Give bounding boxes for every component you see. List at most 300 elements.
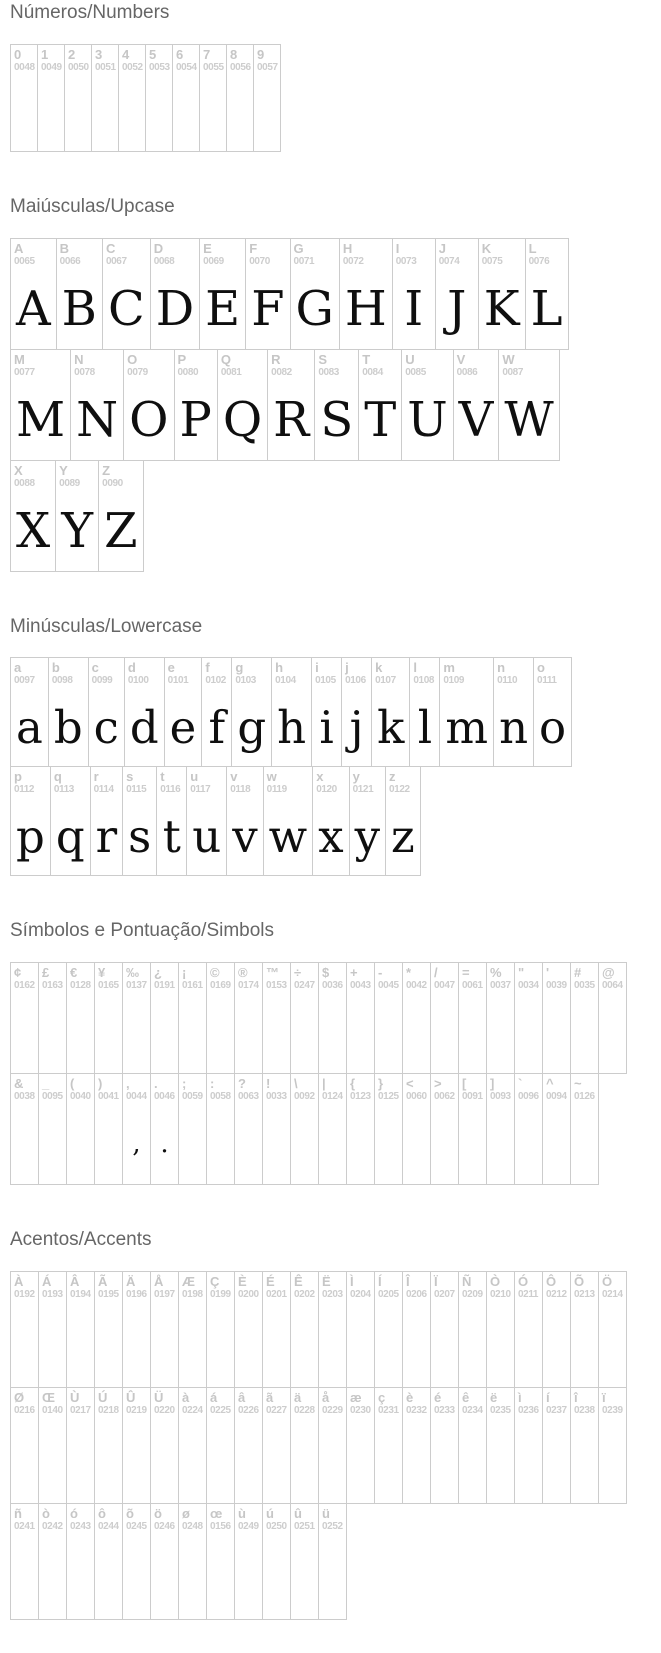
cell-code-label: 0118 (230, 784, 251, 796)
glyph-cell (570, 1073, 599, 1185)
cell-head (119, 45, 145, 75)
cell-head (179, 1504, 206, 1534)
cell-char-label: N (74, 351, 84, 367)
cell-glyph (375, 1302, 402, 1387)
cell-glyph (291, 1534, 318, 1619)
cell-head (272, 658, 311, 688)
glyph-cell (145, 44, 173, 152)
cell-char-label: ! (266, 1076, 271, 1092)
glyph-cell (374, 962, 403, 1074)
cell-glyph: B (61, 280, 97, 337)
cell-char-label: U (405, 351, 415, 367)
cell-head (347, 963, 374, 993)
cell-code-label: 0044 (126, 1091, 147, 1103)
cell-glyph: , (132, 1129, 141, 1160)
cell-head (515, 963, 542, 993)
cell-code-label: 0194 (70, 1288, 91, 1300)
cell-code-label: 0220 (154, 1404, 175, 1416)
cell-head (402, 350, 452, 380)
glyph-row (10, 766, 420, 876)
glyph-cell (178, 1073, 207, 1185)
cell-char-label: M (14, 351, 25, 367)
glyph-cell (206, 1387, 235, 1504)
glyph-cell (186, 766, 227, 876)
cell-char-label: 1 (41, 46, 49, 62)
cell-code-label: 0075 (481, 255, 503, 267)
cell-code-label: 0108 (413, 675, 435, 687)
cell-char-label: ¢ (14, 965, 22, 981)
cell-head (67, 1074, 94, 1104)
cell-code-label: 0209 (462, 1288, 483, 1300)
cell-char-label: à (182, 1389, 190, 1405)
cell-head (179, 1074, 206, 1104)
cell-head (218, 350, 267, 380)
cell-char-label: ù (238, 1505, 246, 1521)
cell-glyph (599, 1418, 626, 1503)
cell-code-label: 0231 (378, 1404, 399, 1416)
cell-glyph (263, 993, 290, 1073)
cell-code-label: 0122 (389, 784, 410, 796)
glyph-cell (267, 349, 315, 461)
cell-code-label: 0061 (462, 980, 483, 992)
cell-char-label: _ (42, 1076, 50, 1092)
cell-code-label: 0203 (322, 1288, 343, 1300)
cell-code-label: 0234 (462, 1404, 483, 1416)
cell-code-label: 0100 (127, 675, 149, 687)
cell-head (11, 1074, 38, 1104)
cell-char-label: Z (102, 462, 111, 478)
cell-head (431, 963, 458, 993)
cell-code-label: 0230 (350, 1404, 371, 1416)
cell-code-label: 0212 (546, 1288, 567, 1300)
cell-glyph (515, 993, 542, 1073)
cell-code-label: 0109 (443, 675, 465, 687)
cell-code-label: 0037 (490, 980, 511, 992)
cell-char-label: ' (546, 965, 550, 981)
cell-glyph (571, 993, 598, 1073)
cell-char-label: ì (518, 1389, 522, 1405)
cell-char-label: Å (154, 1273, 164, 1289)
cell-char-label: C (105, 240, 116, 256)
cell-glyph (200, 75, 226, 151)
glyph-cell (262, 1073, 291, 1185)
glyph-cell (570, 1387, 599, 1504)
glyph-row (10, 657, 571, 767)
cell-code-label: 0067 (105, 255, 127, 267)
cell-code-label: 0072 (342, 255, 364, 267)
glyph-cell (245, 238, 290, 350)
cell-code-label: 0073 (395, 255, 417, 267)
cell-head (571, 1074, 598, 1104)
glyph-cell (178, 1503, 207, 1620)
cell-code-label: 0114 (93, 784, 114, 796)
cell-glyph (459, 993, 486, 1073)
cell-glyph: t (162, 809, 181, 863)
cell-char-label: l (413, 660, 418, 676)
cell-code-label: 0163 (42, 980, 63, 992)
cell-code-label: 0153 (266, 980, 287, 992)
glyph-cell (514, 1387, 543, 1504)
cell-glyph: D (155, 280, 195, 337)
cell-code-label: 0082 (271, 366, 292, 378)
glyph-cell (178, 962, 207, 1074)
cell-char-label: : (210, 1076, 215, 1092)
cell-code-label: 0169 (210, 980, 231, 992)
glyph-cell (598, 1387, 627, 1504)
glyph-cell (290, 962, 319, 1074)
cell-char-label: Ç (210, 1273, 220, 1289)
cell-code-label: 0128 (70, 980, 91, 992)
cell-char-label: ç (378, 1389, 386, 1405)
cell-code-label: 0205 (378, 1288, 399, 1300)
glyph-cell (430, 962, 459, 1074)
cell-char-label: ¿ (154, 965, 162, 981)
glyph-row (10, 1503, 346, 1620)
cell-code-label: 0097 (14, 675, 35, 687)
cell-code-label: 0083 (318, 366, 339, 378)
cell-code-label: 0112 (14, 784, 35, 796)
cell-code-label: 0225 (210, 1404, 231, 1416)
glyph-cell (226, 766, 263, 876)
cell-head (207, 1074, 234, 1104)
cell-char-label: Ö (602, 1273, 613, 1289)
glyph-cell (70, 349, 124, 461)
glyph-cell (91, 44, 119, 152)
glyph-cell (514, 962, 543, 1074)
glyph-cell (598, 1271, 627, 1388)
glyph-cell (341, 657, 372, 767)
glyph-cell (486, 1271, 515, 1388)
cell-head (263, 1272, 290, 1302)
cell-char-label: ‰ (126, 965, 139, 981)
cell-code-label: 0120 (316, 784, 337, 796)
cell-code-label: 0078 (74, 366, 95, 378)
cell-glyph (543, 1104, 570, 1184)
cell-glyph (11, 1534, 38, 1619)
cell-head (235, 963, 262, 993)
glyph-cell (458, 1387, 487, 1504)
cell-glyph: w (268, 809, 308, 863)
cell-code-label: 0102 (205, 675, 226, 687)
cell-glyph: l (417, 700, 433, 754)
glyph-cell (10, 349, 71, 461)
cell-head (175, 350, 217, 380)
cell-glyph (403, 1104, 430, 1184)
cell-char-label: 7 (203, 46, 211, 62)
cell-glyph (375, 1418, 402, 1503)
cell-code-label: 0048 (14, 61, 35, 73)
cell-glyph: S (320, 391, 354, 448)
cell-glyph: q (55, 809, 85, 863)
cell-head (187, 767, 226, 797)
cell-code-label: 0094 (546, 1091, 567, 1103)
cell-head (375, 963, 402, 993)
glyph-cell (122, 962, 151, 1074)
cell-glyph: C (107, 280, 145, 337)
cell-head (99, 461, 142, 491)
cell-char-label: ( (70, 1076, 75, 1092)
cell-glyph (235, 1104, 262, 1184)
cell-code-label: 0077 (14, 366, 35, 378)
cell-char-label: x (316, 769, 324, 785)
cell-code-label: 0174 (238, 980, 259, 992)
glyph-cell (318, 1073, 347, 1185)
cell-glyph (39, 993, 66, 1073)
cell-head (487, 1074, 514, 1104)
cell-glyph (319, 1104, 346, 1184)
cell-glyph: G (295, 280, 334, 337)
cell-code-label: 0251 (294, 1520, 315, 1532)
cell-code-label: 0192 (14, 1288, 35, 1300)
cell-code-label: 0074 (438, 255, 460, 267)
cell-head (11, 1388, 38, 1418)
cell-head (123, 1074, 150, 1104)
cell-head (534, 658, 571, 688)
cell-head (235, 1272, 262, 1302)
glyph-cell (66, 1073, 95, 1185)
glyph-cell (150, 1073, 179, 1185)
glyph-cell (206, 1503, 235, 1620)
cell-code-label: 0084 (362, 366, 383, 378)
glyph-cell (570, 962, 599, 1074)
glyph-cell (542, 1271, 571, 1388)
cell-char-label: ^ (546, 1076, 554, 1092)
glyph-cell (271, 657, 312, 767)
glyph-cell (458, 1073, 487, 1185)
cell-char-label: Ø (14, 1389, 25, 1405)
cell-head (103, 239, 150, 269)
glyph-cell (10, 44, 38, 152)
cell-code-label: 0211 (518, 1288, 539, 1300)
glyph-cell (94, 962, 123, 1074)
cell-glyph (207, 1302, 234, 1387)
cell-head (179, 963, 206, 993)
glyph-cell (262, 1387, 291, 1504)
cell-code-label: 0080 (177, 366, 199, 378)
glyph-cell (234, 1073, 263, 1185)
cell-glyph (403, 993, 430, 1073)
cell-glyph (254, 75, 280, 151)
cell-head (207, 1272, 234, 1302)
cell-glyph (431, 993, 458, 1073)
cell-glyph: O (129, 391, 169, 448)
cell-glyph (403, 1302, 430, 1387)
cell-char-label: ) (98, 1076, 103, 1092)
cell-head (95, 1504, 122, 1534)
cell-char-label: A (14, 240, 24, 256)
cell-glyph: K (483, 280, 520, 337)
cell-head (375, 1388, 402, 1418)
cell-code-label: 0057 (257, 61, 278, 73)
glyph-row (10, 460, 143, 572)
cell-char-label: , (126, 1076, 130, 1092)
cell-char-label: % (490, 965, 502, 981)
cell-code-label: 0245 (126, 1520, 147, 1532)
cell-char-label: Ó (518, 1273, 529, 1289)
cell-glyph: b (53, 700, 83, 754)
cell-glyph (543, 1418, 570, 1503)
glyph-cell (346, 1387, 375, 1504)
glyph-cell (122, 1503, 151, 1620)
glyph-cell (10, 1503, 39, 1620)
glyph-cell (346, 962, 375, 1074)
cell-glyph: p (16, 809, 45, 863)
glyph-cell (122, 766, 157, 876)
cell-char-label: î (574, 1389, 578, 1405)
cell-glyph: d (129, 700, 159, 754)
cell-glyph (67, 1104, 94, 1184)
glyph-cell (263, 766, 314, 876)
glyph-cell (122, 1073, 151, 1185)
cell-glyph (92, 75, 118, 151)
glyph-cell (150, 1503, 179, 1620)
cell-char-label: Û (126, 1389, 136, 1405)
cell-glyph (179, 1104, 206, 1184)
cell-head (571, 1272, 598, 1302)
glyph-cell (10, 238, 57, 350)
glyph-cell (226, 44, 254, 152)
cell-code-label: 0249 (238, 1520, 259, 1532)
cell-head (319, 963, 346, 993)
cell-head (459, 1388, 486, 1418)
cell-head (92, 45, 118, 75)
glyph-cell (458, 1271, 487, 1388)
cell-code-label: 0119 (266, 784, 287, 796)
cell-char-label: © (210, 965, 220, 981)
glyph-cell (318, 1271, 347, 1388)
cell-glyph (263, 1104, 290, 1184)
glyph-cell (150, 238, 200, 350)
glyph-cell (199, 238, 246, 350)
cell-char-label: v (230, 769, 238, 785)
glyph-row (10, 44, 280, 152)
cell-glyph (227, 75, 253, 151)
glyph-cell (172, 44, 200, 152)
cell-code-label: 0140 (42, 1404, 63, 1416)
cell-char-label: ™ (266, 965, 279, 981)
cell-code-label: 0237 (546, 1404, 567, 1416)
cell-head (89, 658, 124, 688)
cell-glyph (487, 1418, 514, 1503)
cell-char-label: ò (42, 1505, 50, 1521)
cell-char-label: Õ (574, 1273, 585, 1289)
cell-glyph (179, 1418, 206, 1503)
cell-char-label: H (342, 240, 353, 256)
cell-char-label: £ (42, 965, 50, 981)
cell-char-label: | (322, 1076, 326, 1092)
cell-code-label: 0116 (160, 784, 181, 796)
cell-head (347, 1272, 374, 1302)
cell-glyph (173, 75, 199, 151)
glyph-cell (50, 766, 91, 876)
cell-char-label: í (546, 1389, 550, 1405)
cell-head (202, 658, 231, 688)
cell-head (291, 1074, 318, 1104)
cell-glyph (11, 1302, 38, 1387)
cell-code-label: 0126 (574, 1091, 595, 1103)
cell-glyph (119, 75, 145, 151)
glyph-cell (37, 44, 65, 152)
cell-glyph (95, 993, 122, 1073)
glyph-cell (318, 1387, 347, 1504)
cell-code-label: 0111 (537, 675, 557, 687)
cell-char-label: 2 (68, 46, 76, 62)
cell-char-label: o (537, 660, 545, 676)
cell-char-label: . (154, 1076, 158, 1092)
cell-code-label: 0063 (238, 1091, 259, 1103)
cell-code-label: 0045 (378, 980, 399, 992)
glyph-cell (88, 657, 125, 767)
cell-head (151, 239, 199, 269)
cell-char-label: b (51, 660, 60, 676)
glyph-cell (262, 1503, 291, 1620)
glyph-cell (318, 1503, 347, 1620)
section-title: Minúsculas/Lowercase (10, 615, 203, 637)
cell-glyph: V (458, 391, 494, 448)
cell-char-label: X (14, 462, 23, 478)
cell-char-label: û (294, 1505, 302, 1521)
cell-code-label: 0101 (167, 675, 189, 687)
cell-char-label: Ë (322, 1273, 331, 1289)
glyph-cell (38, 1387, 67, 1504)
glyph-cell (234, 1503, 263, 1620)
glyph-cell (38, 1503, 67, 1620)
cell-glyph (515, 1104, 542, 1184)
cell-char-label: Ê (294, 1273, 303, 1289)
cell-head (319, 1388, 346, 1418)
cell-head (200, 45, 226, 75)
cell-head (39, 963, 66, 993)
glyph-cell (122, 1387, 151, 1504)
cell-code-label: 0088 (14, 477, 35, 489)
glyph-cell (401, 349, 453, 461)
glyph-cell (493, 657, 534, 767)
cell-code-label: 0236 (518, 1404, 539, 1416)
cell-char-label: / (434, 965, 438, 981)
glyph-cell (66, 1387, 95, 1504)
glyph-cell (311, 657, 342, 767)
cell-glyph (95, 1418, 122, 1503)
glyph-cell (94, 1073, 123, 1185)
cell-code-label: 0086 (456, 366, 478, 378)
cell-glyph: g (237, 700, 267, 754)
cell-glyph (11, 993, 38, 1073)
cell-glyph (235, 993, 262, 1073)
cell-code-label: 0042 (406, 980, 427, 992)
glyph-cell (90, 766, 124, 876)
cell-code-label: 0034 (518, 980, 539, 992)
cell-head (375, 1272, 402, 1302)
cell-head (11, 658, 48, 688)
glyph-cell (10, 1073, 39, 1185)
cell-char-label: a (14, 660, 22, 676)
glyph-cell (55, 460, 99, 572)
cell-glyph (11, 1104, 38, 1184)
section-numbers (10, 2, 661, 152)
cell-char-label: t (160, 769, 165, 785)
cell-glyph (431, 1302, 458, 1387)
cell-char-label: Ú (98, 1389, 108, 1405)
glyph-cell (66, 1503, 95, 1620)
cell-char-label: ó (70, 1505, 78, 1521)
glyph-row (10, 238, 568, 350)
cell-char-label: œ (210, 1505, 223, 1521)
cell-code-label: 0123 (350, 1091, 371, 1103)
cell-char-label: Y (59, 462, 68, 478)
cell-code-label: 0104 (275, 675, 296, 687)
cell-char-label: Q (220, 351, 231, 367)
cell-char-label: # (574, 965, 582, 981)
